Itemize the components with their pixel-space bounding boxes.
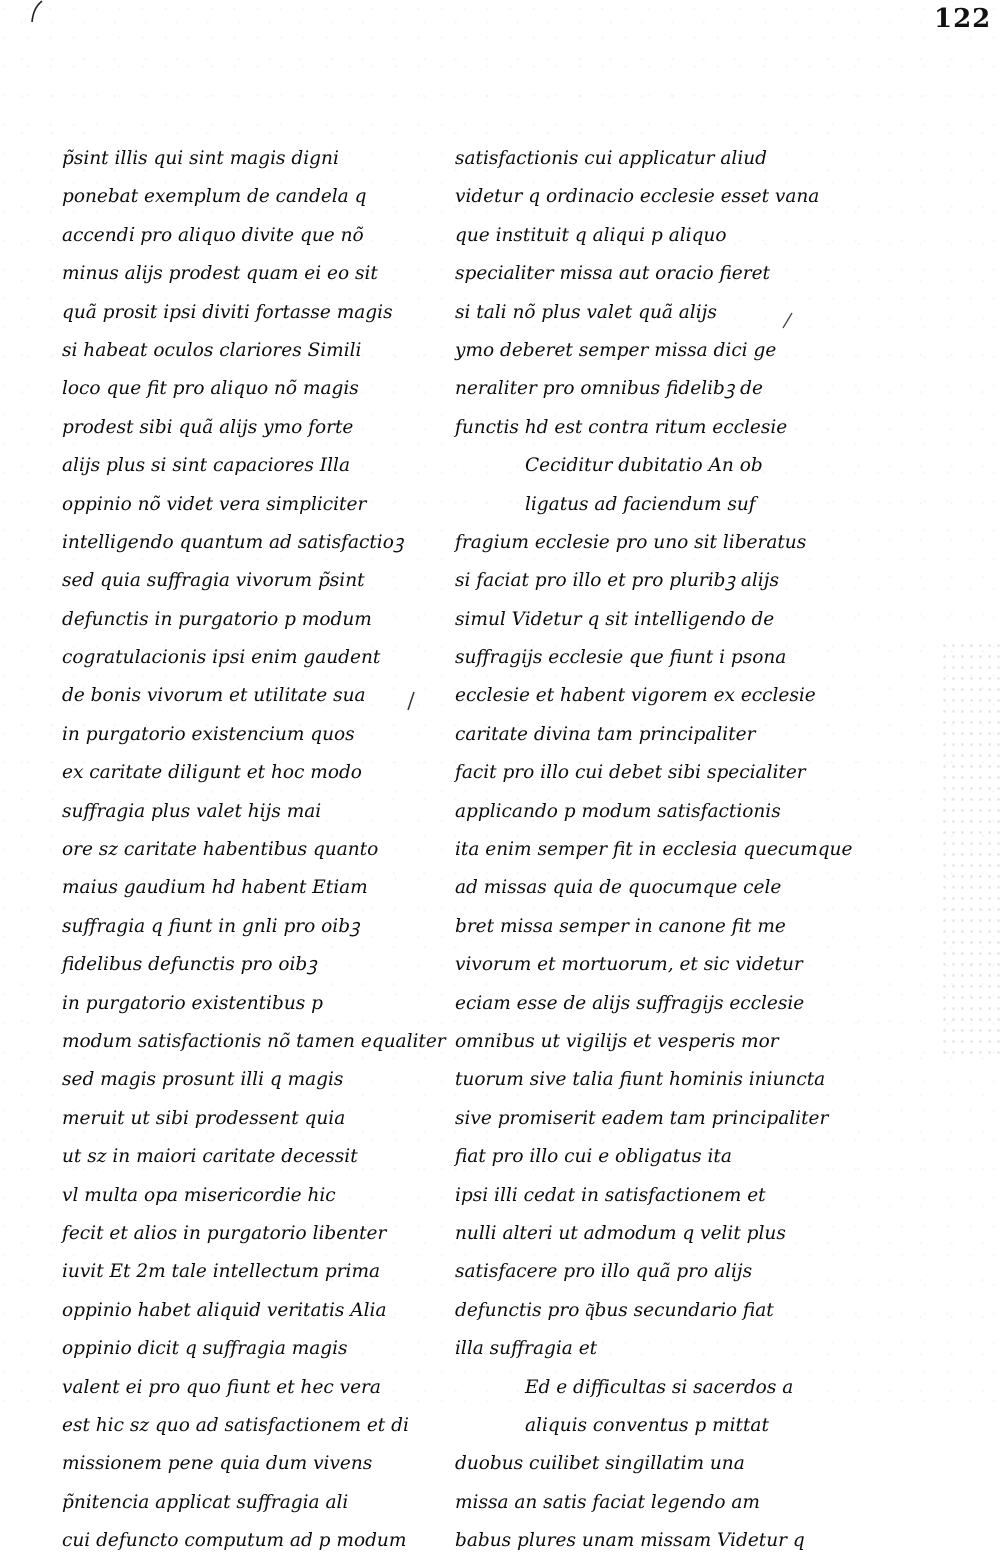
left-line: sed magis prosunt illi q magis [62, 1069, 344, 1091]
left-line: fecit et alios in purgatorio libenter [62, 1222, 387, 1244]
left-line: ponebat exemplum de candela q [62, 186, 367, 208]
left-line: p̃nitencia applicat suffragia ali [62, 1491, 349, 1513]
left-line: modum satisfactionis nõ tamen equaliter [62, 1030, 446, 1052]
left-line: ex caritate diligunt et hoc modo [62, 762, 362, 784]
right-line: functis hd est contra ritum ecclesie [455, 416, 788, 438]
right-line: ad missas quia de quocumque cele [455, 877, 782, 899]
right-line: bret missa semper in canone fit me [455, 915, 786, 937]
right-line: eciam esse de alijs suffragijs ecclesie [455, 992, 805, 1014]
left-line: oppinio nõ videt vera simpliciter [62, 493, 367, 515]
right-line: applicando p modum satisfactionis [455, 800, 781, 822]
right-line: neraliter pro omnibus fidelibꝫ de [455, 378, 763, 400]
left-line: de bonis vivorum et utilitate sua [62, 685, 366, 707]
right-line: satisfactionis cui applicatur aliud [455, 148, 768, 169]
left-line: ut sz in maiori caritate decessit [62, 1146, 358, 1168]
left-line: p̃sint illis qui sint magis digni [62, 148, 339, 169]
right-line: que instituit q aliqui p aliquo [455, 224, 727, 246]
left-line: iuvit Et 2m tale intellectum prima [62, 1261, 381, 1283]
right-line: si faciat pro illo et pro pluribꝫ alijs [455, 570, 779, 592]
right-line: suffragijs ecclesie que fiunt i psona [455, 647, 787, 669]
left-line: fidelibus defunctis pro oibꝫ [62, 954, 317, 976]
left-line: cui defuncto computum ad p modum [62, 1530, 407, 1552]
left-line: accendi̇ pro aliquo divite que nõ [62, 224, 364, 246]
right-line: missa an satis faciat legendo am [455, 1491, 760, 1513]
left-line: est hic sz quo ad satisfactionem et di [62, 1414, 409, 1436]
right-line: sive promiserit eadem tam principaliter [455, 1107, 829, 1129]
right-line: ecclesie et habent vigorem ex ecclesie [455, 685, 816, 707]
right-line: caritate divina tam principaliter [455, 723, 756, 745]
left-line: oppinio dicit q suffragia magis [62, 1338, 348, 1360]
right-line: vivorum et mortuorum, et sic videtur [455, 954, 803, 976]
right-line-paragraph-start: Ceciditur dubitatio An ob [525, 455, 763, 477]
right-line: duobus cuilibet singillatim una [455, 1453, 745, 1475]
right-line: facit pro illo cui debet sibi specialiter [455, 762, 806, 784]
left-column [62, 140, 446, 1560]
right-line: aliquis conventus p mittat [525, 1414, 769, 1436]
left-line: alijs plus si sint capaciores Illa [62, 455, 350, 477]
left-line: defunctis in purgatorio p modum [62, 608, 372, 630]
left-line: loco que fit pro aliquo nõ magis [62, 378, 359, 400]
right-line: specialiter missa aut oracio fieret [455, 263, 770, 285]
right-line: fragium ecclesie pro uno sit liberatus [455, 531, 807, 553]
right-line: satisfacere pro illo quã pro alijs [455, 1261, 753, 1283]
right-line: ligatus ad faciendum suf [525, 493, 756, 515]
margin-tick-mark [780, 310, 796, 332]
left-line: oppinio habet aliquid veritatis Alia [62, 1299, 387, 1321]
left-line: prodest sibi quã alijs ymo forte [62, 416, 354, 438]
left-line: intelligendo quantum ad satisfactioꝫ [62, 531, 404, 553]
right-line: ita enim semper fit in ecclesia quecumque [455, 839, 853, 861]
left-line: cogratulacionis ipsi enim gaudent [62, 647, 381, 669]
left-line: maius gaudium hd habent Etiam [62, 877, 368, 899]
right-line: nulli alteri ut admodum q velit plus [455, 1222, 786, 1244]
left-line: vl multa opa misericordie hic [62, 1184, 336, 1206]
left-line: quã prosit ipsi diviti fortasse magis [62, 301, 393, 323]
right-line: defunctis pro q͂bus secundario fiat [455, 1299, 774, 1321]
right-line: videtur q ordinacio ecclesie esset vana [455, 186, 820, 208]
right-line-paragraph-start: Ed e difficultas si sacerdos a [525, 1376, 794, 1398]
left-line: missionem pene quia dum vivens [62, 1453, 373, 1475]
left-line: sed quia suffragia vivorum p̃sint [62, 570, 365, 592]
right-line: fiat pro illo cui e obligatus ita [455, 1146, 732, 1168]
right-line: simul Videtur q sit intelligendo de [455, 608, 775, 630]
left-line: ore sz caritate habentibus quanto [62, 839, 379, 861]
left-line: valent ei pro quo fiunt et hec vera [62, 1376, 381, 1398]
left-line: meruit ut sibi prodessent quia [62, 1107, 346, 1129]
right-column [455, 140, 852, 1560]
left-line: in purgatorio existencium quos [62, 723, 355, 745]
left-line: suffragia plus valet hijs mai [62, 800, 322, 822]
margin-tick-mark [404, 690, 418, 712]
scan-edge-speckle [940, 640, 1000, 1060]
right-line: omnibus ut vigilijs et vesperis mor [455, 1030, 779, 1052]
right-line: si tali nõ plus valet quã alijs [455, 301, 717, 323]
right-line: babus plures unam missam Videtur q [455, 1530, 805, 1552]
right-line: tuorum sive talia fiunt hominis iniuncta [455, 1069, 826, 1091]
corner-stroke [28, 0, 46, 26]
left-line: in purgatorio existentibus p [62, 992, 323, 1014]
left-line: si habeat oculos clariores Simili [62, 339, 362, 361]
right-line: ymo deberet semper missa dici ge [455, 339, 777, 361]
left-line: minus alijs prodest quam ei eo sit [62, 263, 378, 285]
right-line: ipsi illi cedat in satisfactionem et [455, 1184, 766, 1206]
left-line: suffragia q fiunt in gnli pro oibꝫ [62, 915, 360, 937]
folio-number: 122 [934, 4, 992, 34]
right-line: illa suffragia et [455, 1338, 598, 1360]
